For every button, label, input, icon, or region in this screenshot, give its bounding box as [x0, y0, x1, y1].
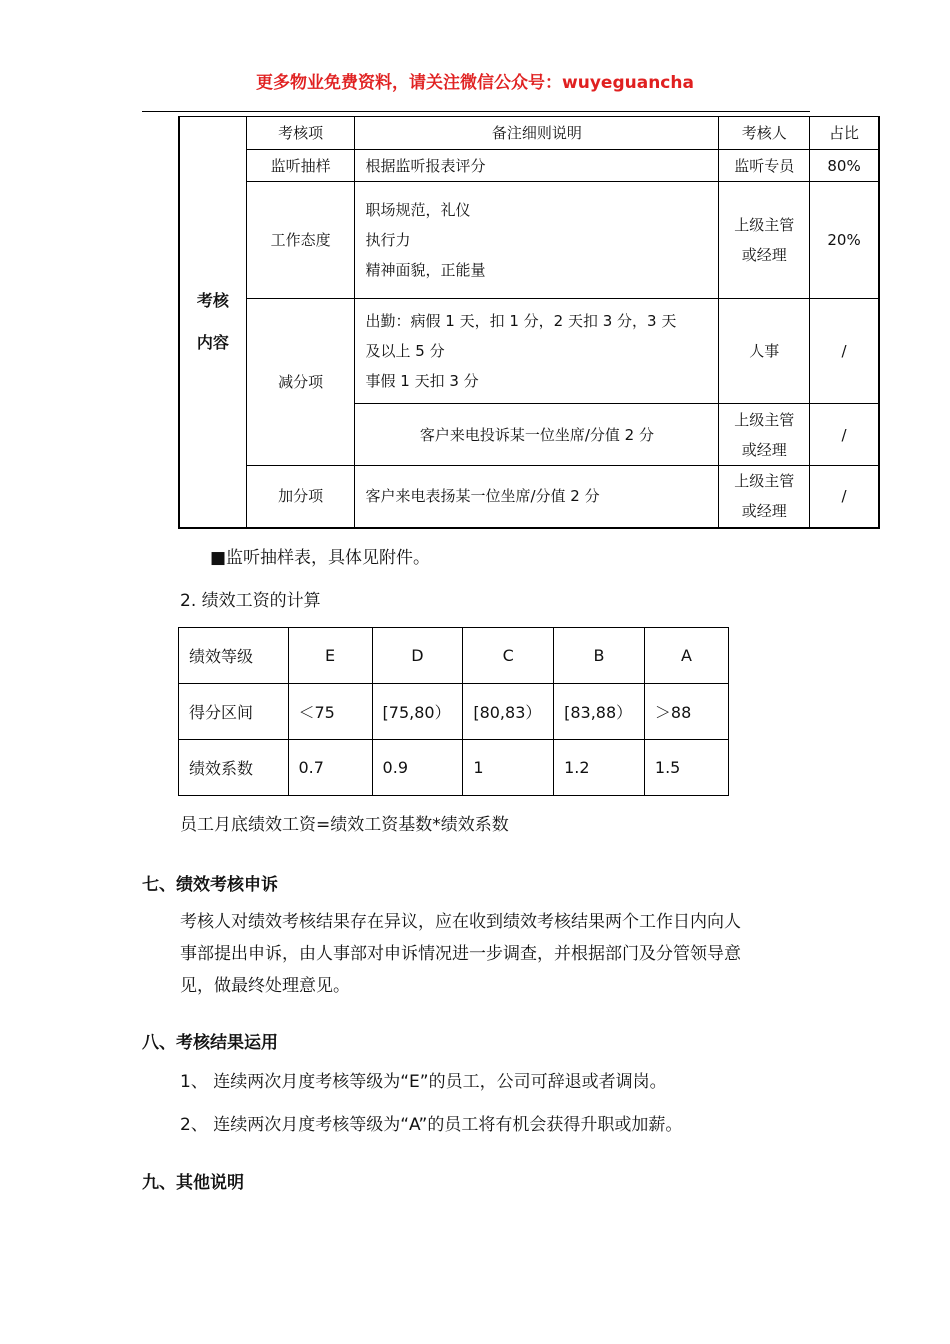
assessor-cell: 人事	[719, 299, 810, 404]
grade-cell: C	[463, 628, 554, 684]
note-line: 精神面貌，正能量	[365, 261, 486, 279]
section-7-line: 考核人对绩效考核结果存在异议，应在收到绩效考核结果两个工作日内向人	[180, 912, 741, 932]
coef-cell: 0.7	[288, 740, 372, 796]
assessor-line: 上级主管	[734, 410, 795, 429]
header-rule	[142, 111, 810, 112]
grade-cell: E	[288, 628, 372, 684]
section-8-item: 1、 连续两次月度考核等级为“E”的员工，公司可辞退或者调岗。	[180, 1072, 667, 1092]
section-2-title: 2. 绩效工资的计算	[180, 591, 321, 611]
column-header: 考核项	[246, 117, 355, 150]
coef-cell: 1.5	[644, 740, 728, 796]
grade-table	[178, 627, 729, 796]
grade-cell: D	[372, 628, 463, 684]
page-header-title: 更多物业免费资料，请关注微信公众号：wuyeguancha	[256, 73, 694, 93]
note-line: 事假 1 天扣 3 分	[365, 372, 479, 390]
grade-cell: B	[554, 628, 645, 684]
grade-cell: A	[644, 628, 728, 684]
notes-cell: 客户来电投诉某一位坐席/分值 2 分	[355, 404, 719, 466]
column-header: 考核人	[719, 117, 810, 150]
category-line: 内容	[196, 332, 229, 352]
section-7-line: 见，做最终处理意见。	[180, 976, 350, 996]
range-cell: ＞88	[644, 684, 728, 740]
section-8-item: 2、 连续两次月度考核等级为“A”的员工将有机会获得升职或加薪。	[180, 1115, 683, 1135]
column-header: 占比	[810, 117, 879, 150]
category-cell	[179, 117, 246, 528]
notes-cell: 客户来电表扬某一位坐席/分值 2 分	[355, 466, 719, 528]
formula-text: 员工月底绩效工资=绩效工资基数*绩效系数	[180, 815, 509, 835]
column-header: 备注细则说明	[355, 117, 719, 150]
table-row	[179, 182, 879, 299]
category-line: 考核	[196, 290, 229, 310]
table-row	[179, 740, 729, 796]
ratio-cell: /	[810, 404, 879, 466]
range-cell: [80,83）	[463, 684, 554, 740]
section-7-line: 事部提出申诉，由人事部对申诉情况进一步调查，并根据部门及分管领导意	[180, 944, 741, 964]
table-row	[179, 684, 729, 740]
ratio-cell: 20%	[810, 182, 879, 299]
assessor-line: 上级主管	[734, 472, 795, 491]
table-row	[179, 150, 879, 182]
range-cell: [83,88）	[554, 684, 645, 740]
item-cell: 工作态度	[246, 182, 355, 299]
attachment-note: ■监听抽样表，具体见附件。	[210, 548, 431, 568]
row-label: 得分区间	[179, 684, 289, 740]
assessor-line: 或经理	[741, 440, 787, 459]
ratio-cell: /	[810, 299, 879, 404]
row-label: 绩效系数	[179, 740, 289, 796]
table-row	[179, 466, 879, 528]
coef-cell: 0.9	[372, 740, 463, 796]
assessor-cell: 监听专员	[719, 150, 810, 182]
assessor-cell	[719, 182, 810, 299]
assessor-line: 或经理	[741, 246, 787, 264]
section-7-title: 七、绩效考核申诉	[142, 875, 278, 895]
range-cell: [75,80）	[372, 684, 463, 740]
table-row	[179, 299, 879, 404]
range-cell: ＜75	[288, 684, 372, 740]
assessor-cell	[719, 404, 810, 466]
section-8-title: 八、考核结果运用	[142, 1033, 278, 1053]
item-cell: 监听抽样	[246, 150, 355, 182]
assessment-table	[178, 116, 880, 529]
notes-cell	[355, 299, 719, 404]
assessor-line: 或经理	[741, 502, 787, 521]
ratio-cell: 80%	[810, 150, 879, 182]
table-row	[179, 628, 729, 684]
assessor-line: 上级主管	[734, 216, 795, 234]
ratio-cell: /	[810, 466, 879, 528]
assessor-cell	[719, 466, 810, 528]
coef-cell: 1	[463, 740, 554, 796]
note-line: 执行力	[365, 231, 411, 249]
item-cell: 减分项	[246, 299, 355, 466]
note-line: 职场规范，礼仪	[365, 201, 471, 219]
row-label: 绩效等级	[179, 628, 289, 684]
note-line: 及以上 5 分	[365, 342, 445, 360]
notes-cell: 根据监听报表评分	[355, 150, 719, 182]
notes-cell	[355, 182, 719, 299]
item-cell: 加分项	[246, 466, 355, 528]
section-9-title: 九、其他说明	[142, 1173, 244, 1193]
coef-cell: 1.2	[554, 740, 645, 796]
note-line: 出勤：病假 1 天，扣 1 分，2 天扣 3 分，3 天	[365, 312, 677, 330]
